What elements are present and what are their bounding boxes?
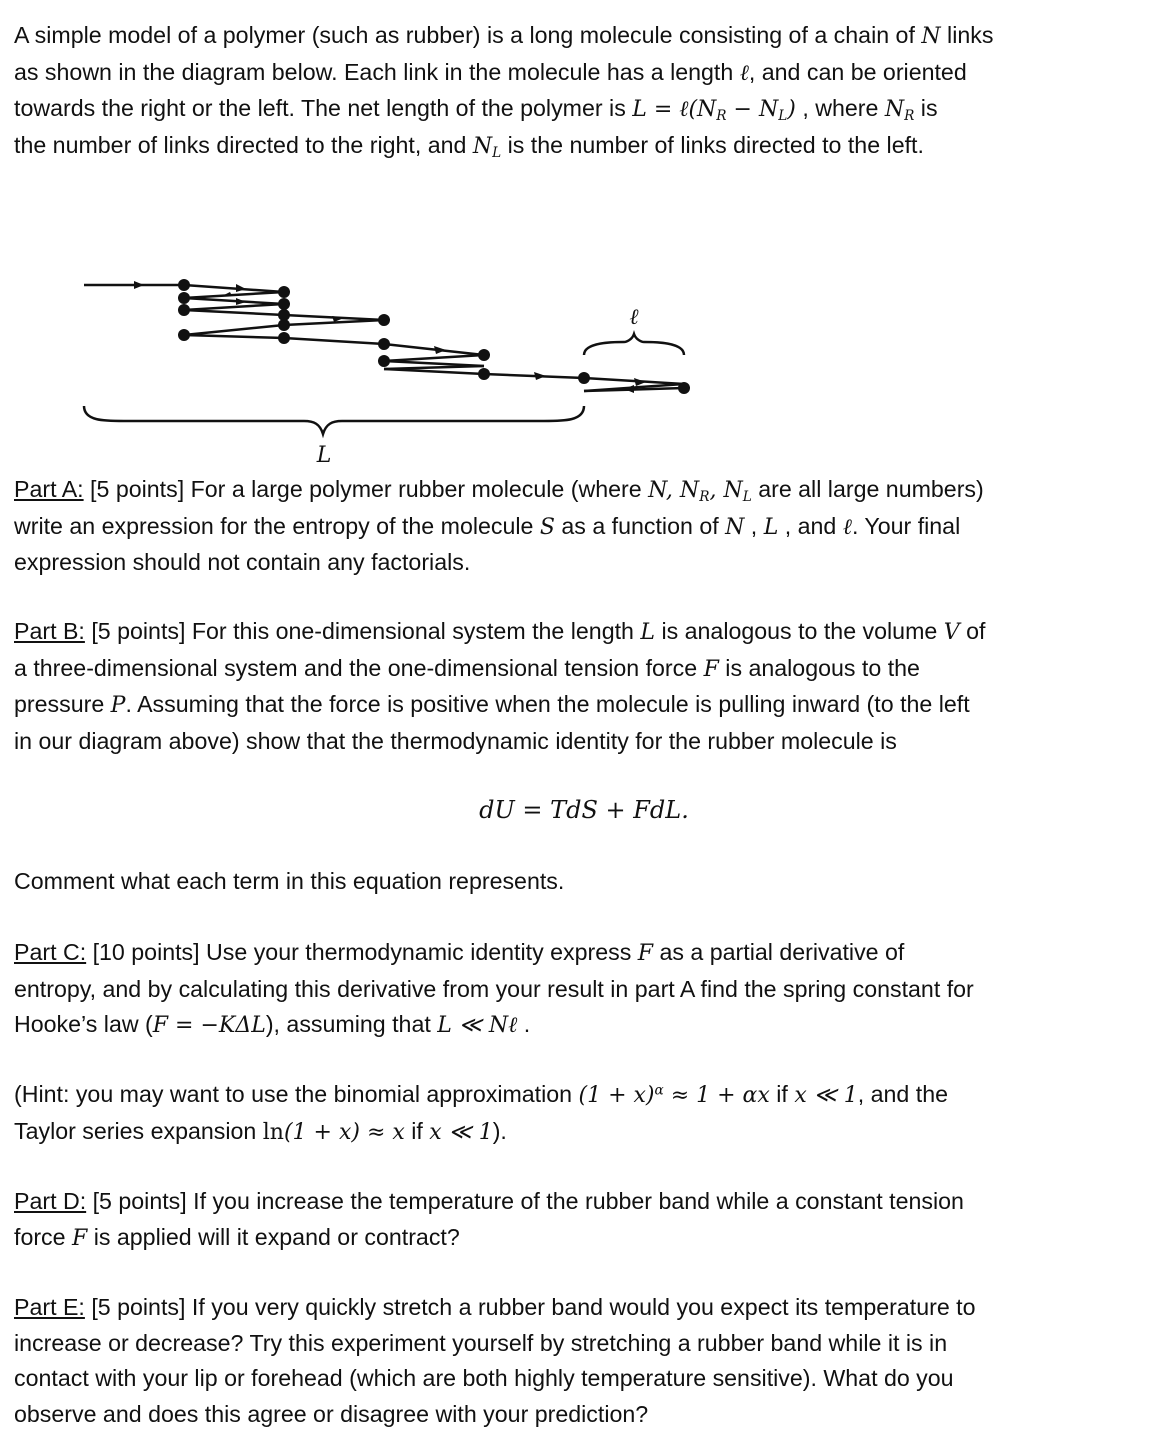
part-d-text: is applied will it expand or contract? xyxy=(87,1223,460,1250)
intro-text: as shown in the diagram below. Each link in the molecule has a length xyxy=(14,58,740,85)
math-ell: ℓ xyxy=(739,60,749,86)
hookes-law-formula: F = −KΔL xyxy=(152,1013,266,1038)
part-b-text: . Assuming that the force is positive when the molecule is pulling inward (to the left xyxy=(125,691,970,717)
part-b-comment: Comment what each term in this equation represents. xyxy=(14,868,565,894)
polymer-chain-diagram xyxy=(14,258,774,478)
binomial-formula: $(1 + x)^\alpha \approx 1 + \alpha x$ xyxy=(578,1082,770,1108)
math-condition: x ≪ 1 xyxy=(429,1119,493,1145)
part-c-hint xyxy=(14,1077,948,1150)
math-condition: L ≪ Nℓ xyxy=(437,1013,518,1038)
part-e-heading: Part E: xyxy=(14,1294,85,1320)
math-ln: ln xyxy=(262,1119,284,1145)
hint-text: (Hint: you may want to use the binomial approximation xyxy=(14,1081,579,1107)
intro-text: , where xyxy=(795,95,885,121)
part-a-text: write an expression for the entropy of the molecule xyxy=(14,512,540,539)
part-c-text: entropy, and by calculating this derivative from your result in part A find the spring constant for xyxy=(14,975,974,1002)
part-b-text: is analogous to the volume xyxy=(655,618,944,644)
part-c-text: ), assuming that xyxy=(265,1011,438,1037)
math-V: V xyxy=(943,620,960,645)
math-F: F xyxy=(703,656,719,682)
math-N: N xyxy=(921,24,941,49)
math-N: N xyxy=(725,514,745,540)
intro-text: links xyxy=(940,22,994,48)
intro-text: is the number of links directed to the left. xyxy=(501,131,924,158)
ell-brace xyxy=(584,334,684,355)
math-L: L xyxy=(640,620,655,645)
problem-page xyxy=(14,18,1154,1427)
part-a-text: as a function of xyxy=(554,512,726,539)
part-e xyxy=(14,1290,976,1432)
part-e-text: [5 points] If you very quickly stretch a rubber band would you expect its temperature to xyxy=(84,1294,976,1320)
part-b-heading: Part B: xyxy=(14,618,85,644)
math-F: F xyxy=(637,941,654,966)
part-a-text: , and xyxy=(778,512,843,539)
part-a-text: [5 points] For a large polymer rubber molecule (where xyxy=(83,476,649,502)
intro-text: is xyxy=(914,95,938,121)
math-vars: N, $N_R$, $N_L$ xyxy=(648,478,752,506)
part-c-text: Hooke’s law ( xyxy=(14,1011,153,1037)
part-e-text: contact with your lip or forehead (which are both highly temperature sensitive). What do you xyxy=(14,1365,954,1391)
polymer-chain-svg xyxy=(14,258,774,478)
math-F: F xyxy=(72,1225,88,1251)
intro-text: towards the right or the left. The net length of the polymer is xyxy=(14,95,633,121)
part-c-heading: Part C: xyxy=(14,939,87,965)
thermodynamic-identity-equation: dU = TdS + FdL. xyxy=(479,796,689,824)
part-e-text: observe and does this agree or disagree with your prediction? xyxy=(14,1400,649,1427)
math-ell: ℓ xyxy=(842,514,852,540)
math-NL: $N_L$ xyxy=(472,133,502,161)
part-a-text: are all large numbers) xyxy=(751,476,984,502)
part-a xyxy=(14,472,984,581)
intro-text: , and can be oriented xyxy=(748,58,967,85)
part-c-text: as a partial derivative of xyxy=(653,939,905,965)
hint-text: if xyxy=(769,1081,795,1107)
part-a-text: , xyxy=(744,512,764,539)
part-d xyxy=(14,1184,964,1256)
hint-text: if xyxy=(404,1117,430,1144)
L-brace xyxy=(84,406,584,434)
part-b-text: [5 points] For this one-dimensional system the length xyxy=(84,618,641,644)
part-e-text: increase or decrease? Try this experiment yourself by stretching a rubber band while it is in xyxy=(14,1329,948,1356)
hint-text: ). xyxy=(492,1117,507,1144)
math-L: L xyxy=(763,514,779,540)
taylor-formula: (1 + x) ≈ x xyxy=(283,1119,405,1145)
math-S: S xyxy=(539,514,555,540)
part-d-text: force xyxy=(14,1223,72,1250)
part-c xyxy=(14,935,974,1044)
length-equation: $L = \ell(N_R - N_L)$ xyxy=(632,97,796,125)
L-label: L xyxy=(316,443,332,468)
intro-text: A simple model of a polymer (such as rubber) is a long molecule consisting of a chain of xyxy=(14,22,922,48)
ell-label: ℓ xyxy=(629,305,639,330)
part-a-text: expression should not contain any factorials. xyxy=(14,549,471,575)
hint-text: Taylor series expansion xyxy=(14,1117,263,1144)
math-P: P xyxy=(110,693,126,718)
part-a-heading: Part A: xyxy=(14,476,84,502)
intro-text: the number of links directed to the right, and xyxy=(14,131,473,158)
part-b xyxy=(14,614,985,759)
part-b-text: is analogous to the xyxy=(718,654,920,681)
math-NR: $N_R$ xyxy=(884,97,915,125)
hint-text: , and the xyxy=(857,1081,948,1107)
part-b-text: of xyxy=(959,618,986,644)
part-c-text: . xyxy=(517,1011,531,1037)
part-c-text: [10 points] Use your thermodynamic identity express xyxy=(86,939,638,965)
part-d-heading: Part D: xyxy=(14,1188,87,1214)
part-d-text: [5 points] If you increase the temperature of the rubber band while a constant tension xyxy=(86,1188,964,1214)
part-b-text: a three-dimensional system and the one-dimensional tension force xyxy=(14,654,704,681)
part-b-text: pressure xyxy=(14,691,111,717)
part-a-text: . Your final xyxy=(851,512,961,539)
intro-paragraph xyxy=(14,18,1154,164)
math-condition: x ≪ 1 xyxy=(794,1083,858,1108)
part-b-text: in our diagram above) show that the thermodynamic identity for the rubber molecule is xyxy=(14,727,897,754)
